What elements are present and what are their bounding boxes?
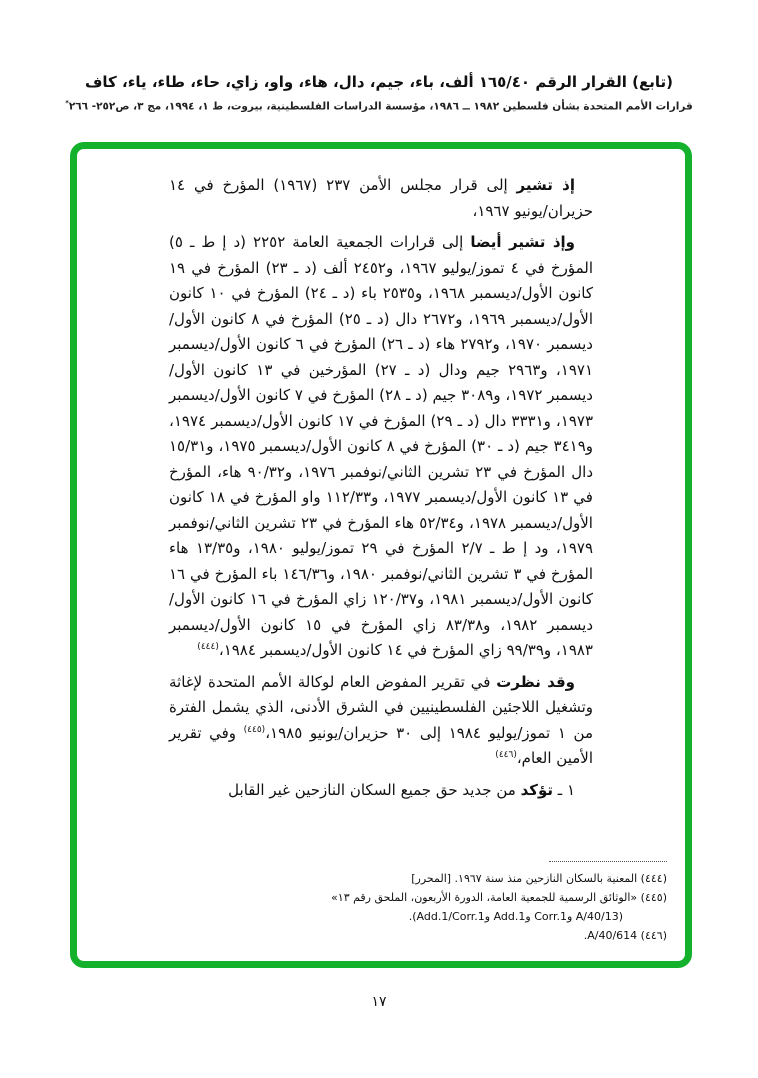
- source-citation-line: [0, 99, 758, 113]
- footnote-445: [95, 888, 667, 907]
- footnote-445-continuation: [95, 907, 667, 926]
- footnote-marker: (٤٤٦): [640, 929, 667, 942]
- footnote-marker: (٤٤٥): [640, 891, 667, 904]
- page-header: [0, 72, 758, 113]
- preamble-paragraph-3: [169, 670, 593, 772]
- item-number: ١ ـ: [553, 780, 575, 799]
- footnotes-block: [95, 861, 667, 945]
- footnote-reference-444: (٤٤٤): [197, 642, 219, 652]
- item-lead: تؤكد: [520, 780, 553, 799]
- green-frame: [70, 142, 692, 968]
- paragraph-lead: وإذ تشير أيضا: [470, 233, 575, 251]
- footnote-446: [95, 926, 667, 945]
- paragraph-lead: وقد نظرت: [496, 672, 575, 691]
- footnote-text: A/40/614.: [583, 929, 638, 942]
- paragraph-text: وفي تقرير الأمين العام،: [169, 723, 593, 767]
- page-number: ١٧: [371, 994, 387, 1010]
- resolution-body: [169, 173, 593, 809]
- paragraph-text: إلى قرار مجلس الأمن ٢٣٧ (١٩٦٧) المؤرخ في ١٤ حزيران/يونيو ١٩٦٧،: [169, 176, 593, 220]
- item-text: من جديد حق جميع السكان النازحين غير القابل: [228, 780, 521, 799]
- footnote-marker: (٤٤٤): [640, 872, 667, 885]
- resolution-title: (تابع) القرار الرقم ١٦٥/٤٠ ألف، باء، جيم، دال، هاء، واو، زاي، حاء، طاء، ياء، كاف: [85, 73, 673, 91]
- source-citation-mark: *: [65, 99, 69, 107]
- source-citation-text: قرارات الأمم المتحدة بشأن فلسطين ١٩٨٢ ــ ١٩٨٦، مؤسسة الدراسات الفلسطينية، بيروت، ط ١، ١٩٩٤، مج ٣، ص٢٥٢- ٢٦٦: [68, 100, 693, 113]
- footnote-reference-445: (٤٤٥): [243, 724, 266, 735]
- footnote-reference-446: (٤٤٦): [495, 750, 517, 760]
- footnote-text: «الوثائق الرسمية للجمعية العامة، الدورة الأربعون، الملحق رقم ١٣»: [331, 891, 638, 904]
- paragraph-text: إلى قرارات الجمعية العامة ٢٢٥٢ (د إ ط ـ ٥) المؤرخ في ٤ تموز/يوليو ١٩٦٧، و٢٤٥٢ ألف (د ـ ٢٣) المؤرخ في ١٩ كانون الأول/ديسمبر ١٩٦٨، و٢٥٣٥ باء (د ـ ٢٤) المؤرخ في ١٠ كانون الأول/ديسمبر ١٩٦٩، و٢٦٧٢ دال (د ـ ٢٥) المؤرخ في ٨ كانون الأول/ديسمبر ١٩٧٠، و٢٧٩٢ هاء (د ـ ٢٦) المؤرخ في ٦ كانون الأول/ديسمبر ١٩٧١، و٢٩٦٣ جيم ودال (د ـ ٢٧) المؤرخين في ١٣ كانون الأول/ديسمبر ١٩٧٢، و٣٠٨٩ جيم (د ـ ٢٨) المؤرخ في ٧ كانون الأول/ديسمبر ١٩٧٣، و٣٣٣١ دال (د ـ ٢٩) المؤرخ في ١٧ كانون الأول/ديسمبر ١٩٧٤، و٣٤١٩ جيم (د ـ ٣٠) المؤرخ في ٨ كانون الأول/ديسمبر ١٩٧٥، و١٥/٣١ دال المؤرخ في ٢٣ تشرين الثاني/نوفمبر ١٩٧٦، و٩٠/٣٢ هاء، المؤرخ في ١٣ كانون الأول/ديسمبر ١٩٧٧، و١١٢/٣٣ واو المؤرخ في ١٨ كانون الأول/ديسمبر ١٩٧٨، و٥٢/٣٤ هاء المؤرخ في ٢٣ تشرين الثاني/نوفمبر ١٩٧٩، ود إ ط ـ ٢/٧ المؤرخ في ٢٩ تموز/يوليو ١٩٨٠، و١٣/٣٥ هاء المؤرخ في ٣ تشرين الثاني/نوفمبر ١٩٨٠، و١٤٦/٣٦ باء المؤرخ في ١٦ كانون الأول/ديسمبر ١٩٨١، و١٢٠/٣٧ زاي المؤرخ في ١٦ كانون الأول/ديسمبر ١٩٨٢، و٨٣/٣٨ زاي المؤرخ في ١٥ كانون الأول/ديسمبر ١٩٨٣، و٩٩/٣٩ زاي المؤرخ في ١٤ كانون الأول/ديسمبر ١٩٨٤،: [169, 233, 594, 659]
- operative-item-1: [169, 778, 593, 804]
- footnote-text: (A/40/13 وCorr.1 وAdd.1 وAdd.1/Corr.1).: [408, 910, 623, 923]
- footnote-separator-rule: [549, 861, 667, 862]
- preamble-paragraph-1: [169, 173, 593, 224]
- footnote-text: المعنية بالسكان النازحين منذ سنة ١٩٦٧. [المحرر]: [411, 872, 638, 885]
- paragraph-text: في تقرير المفوض العام لوكالة الأمم المتحدة لإغاثة وتشغيل اللاجئين الفلسطينيين في الشرق الأدنى، الذي يشمل الفترة من ١ تموز/يوليو ١٩٨٤ إلى ٣٠ حزيران/يونيو ١٩٨٥،: [169, 672, 593, 742]
- preamble-paragraph-2: [169, 230, 593, 664]
- footnote-444: [95, 869, 667, 888]
- paragraph-lead: إذ تشير: [516, 176, 576, 194]
